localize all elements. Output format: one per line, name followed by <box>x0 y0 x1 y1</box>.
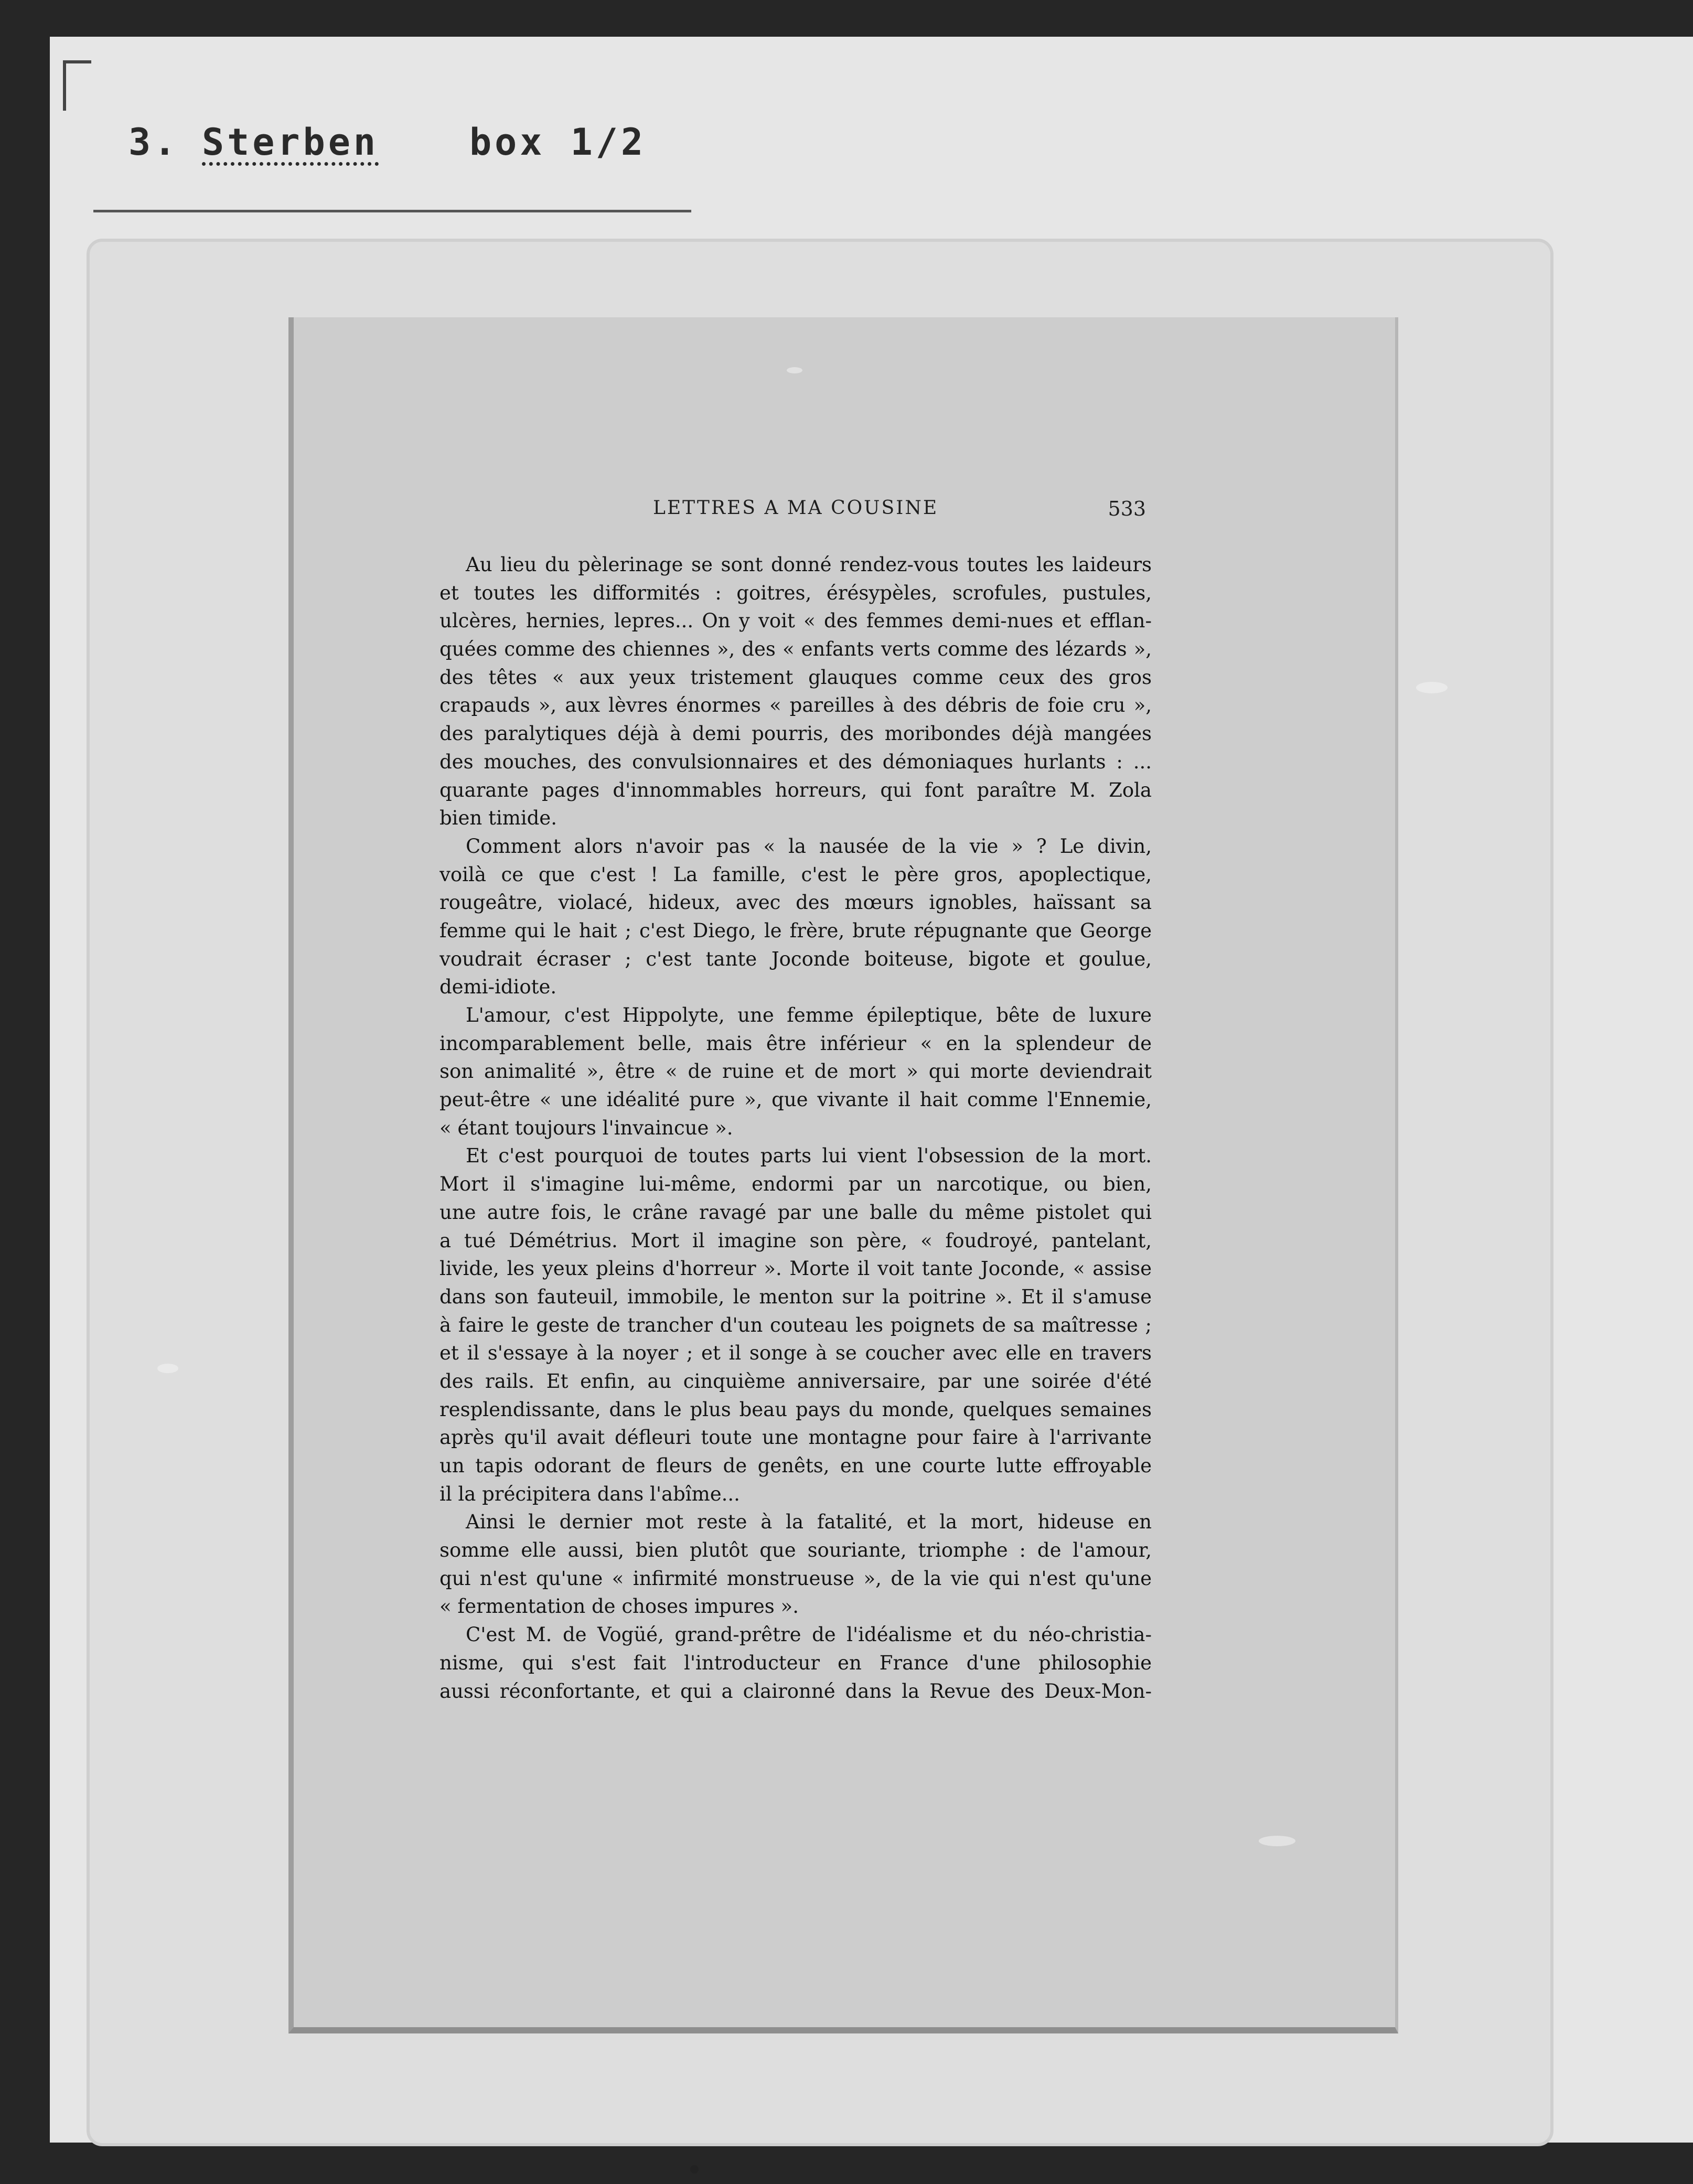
text-line: dans son fauteuil, immobile, le menton sur la poitrine ». Et il s'amuse <box>440 1285 1152 1308</box>
text-line: quées comme des chiennes », des « enfants verts comme des lézards », <box>440 638 1152 661</box>
text-line: incomparablement belle, mais être inférieur « en la splendeur de <box>440 1032 1152 1055</box>
text-line: demi-idiote. <box>440 976 557 999</box>
text-line: crapauds », aux lèvres énormes « pareilles à des débris de foie cru », <box>440 694 1152 717</box>
text-line: aussi réconfortante, et qui a claironné dans la Revue des Deux-Mon- <box>440 1679 1152 1703</box>
text-line: resplendissante, dans le plus beau pays du monde, quelques semaines <box>440 1398 1152 1421</box>
scan-speckle <box>1259 1836 1295 1846</box>
text-line: voudrait écraser ; c'est tante Joconde boiteuse, bigote et goulue, <box>440 947 1152 970</box>
text-line: bien timide. <box>440 807 557 830</box>
text-line: L'amour, c'est Hippolyte, une femme épileptique, bête de luxure <box>466 1004 1152 1026</box>
text-line: Au lieu du pèlerinage se sont donné rendez-vous toutes les laideurs <box>466 553 1152 576</box>
text-line: « étant toujours l'invaincue ». <box>440 1116 733 1139</box>
text-line: Et c'est pourquoi de toutes parts lui vient l'obsession de la mort. <box>466 1144 1152 1168</box>
scan-speckle <box>157 1364 178 1373</box>
archive-folder-number: 3. <box>128 121 179 164</box>
text-line: peut-être « une idéalité pure », que vivante il hait comme l'Ennemie, <box>440 1088 1152 1111</box>
body-text <box>440 551 1152 1705</box>
archive-box-number: box 1/2 <box>469 121 647 164</box>
page-number: 533 <box>1108 497 1146 520</box>
text-line: après qu'il avait défleuri toute une montagne pour faire à l'arrivante <box>440 1426 1152 1449</box>
text-line: des mouches, des convulsionnaires et des démoniaques hurlants : ... <box>440 750 1152 773</box>
text-line: des têtes « aux yeux tristement glauques comme ceux des gros <box>440 666 1152 689</box>
running-head-title: LETTRES A MA COUSINE <box>653 497 939 519</box>
text-line: ulcères, hernies, lepres... On y voit « des femmes demi-nues et efflan- <box>440 609 1152 633</box>
text-line: Mort il s'imagine lui-même, endormi par un narcotique, ou bien, <box>440 1173 1152 1196</box>
archive-folder-title: Sterben <box>202 121 379 164</box>
text-line: Comment alors n'avoir pas « la nausée de la vie » ? Le divin, <box>466 834 1152 858</box>
text-line: une autre fois, le crâne ravagé par une balle du même pistolet qui <box>440 1201 1152 1224</box>
text-line: à faire le geste de trancher d'un couteau les poignets de sa maîtresse ; <box>440 1313 1152 1336</box>
text-line: voilà ce que c'est ! La famille, c'est le père gros, apoplectique, <box>440 863 1152 886</box>
text-line: des paralytiques déjà à demi pourris, des moribondes déjà mangées <box>440 722 1152 745</box>
text-line: rougeâtre, violacé, hideux, avec des mœurs ignobles, haïssant sa <box>440 891 1152 914</box>
text-line: il la précipitera dans l'abîme... <box>440 1482 740 1505</box>
text-line: nisme, qui s'est fait l'introducteur en France d'une philosophie <box>440 1651 1152 1674</box>
text-line: un tapis odorant de fleurs de genêts, en une courte lutte effroyable <box>440 1454 1152 1477</box>
scan-speckle <box>787 367 802 373</box>
text-line: somme elle aussi, bien plutôt que souriante, triomphe : de l'amour, <box>440 1539 1152 1562</box>
text-line: femme qui le hait ; c'est Diego, le frère, brute répugnante que George <box>440 919 1152 942</box>
running-head <box>451 497 1146 529</box>
corner-crop-mark <box>63 60 91 111</box>
text-line: Ainsi le dernier mot reste à la fatalité, et la mort, hideuse en <box>466 1511 1152 1534</box>
scan-speckle <box>1416 682 1448 693</box>
text-line: son animalité », être « de ruine et de mort » qui morte deviendrait <box>440 1060 1152 1083</box>
text-line: quarante pages d'innommables horreurs, qui font paraître M. Zola <box>440 778 1152 801</box>
text-line: C'est M. de Vogüé, grand-prêtre de l'idéalisme et du néo-christia- <box>466 1623 1152 1646</box>
text-line: des rails. Et enfin, au cinquième anniversaire, par une soirée d'été <box>440 1369 1152 1393</box>
text-line: et il s'essaye à la noyer ; et il songe à se coucher avec elle en travers <box>440 1342 1152 1365</box>
text-line: « fermentation de choses impures ». <box>440 1595 799 1618</box>
text-line: qui n'est qu'une « infirmité monstrueuse », de la vie qui n'est qu'une <box>440 1567 1152 1590</box>
text-line: a tué Démétrius. Mort il imagine son père, « foudroyé, pantelant, <box>440 1229 1152 1252</box>
scan-dot <box>690 2165 699 2174</box>
text-line: livide, les yeux pleins d'horreur ». Morte il voit tante Joconde, « assise <box>440 1257 1152 1280</box>
text-line: et toutes les difformités : goitres, érésypèles, scrofules, pustules, <box>440 581 1152 604</box>
